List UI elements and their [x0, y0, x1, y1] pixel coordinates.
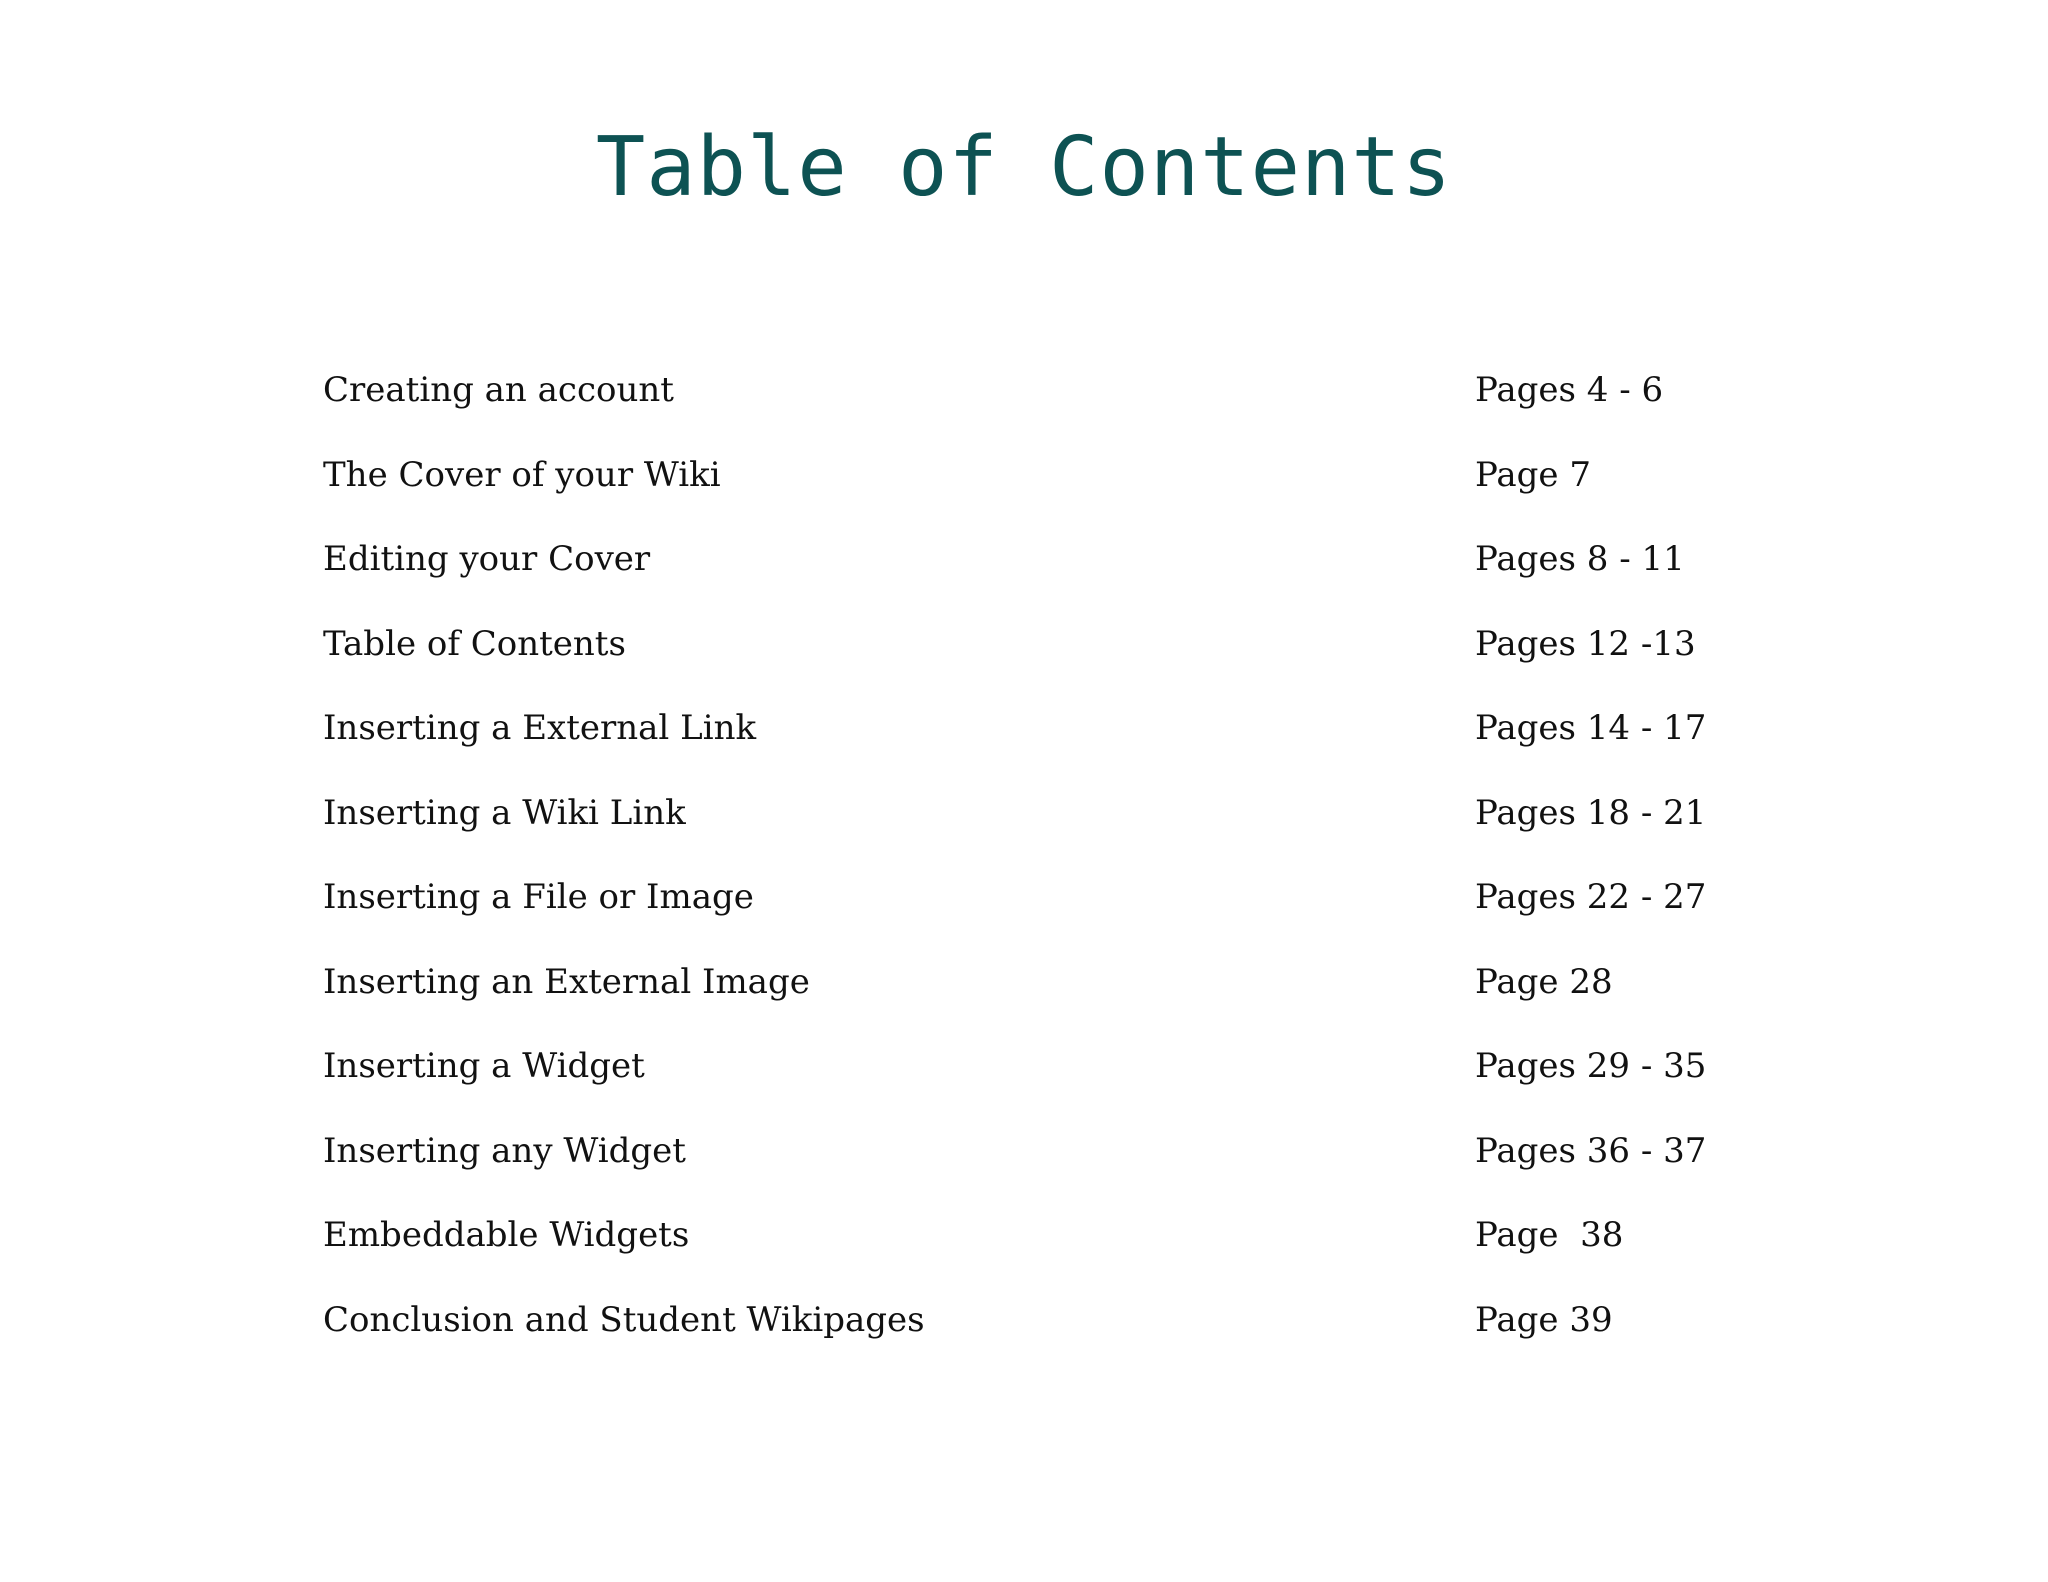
toc-entry — [323, 788, 1823, 873]
toc-entry — [323, 1295, 1823, 1380]
toc-entry-pages: Pages 4 - 6 — [1475, 370, 1664, 410]
page-title: Table of Contents — [595, 120, 1453, 215]
toc-entry-pages: Pages 18 - 21 — [1475, 792, 1707, 833]
toc-entry-label: Inserting a File or Image — [323, 877, 754, 917]
toc-entry — [323, 365, 1823, 450]
toc-entry-label: Table of Contents — [323, 623, 626, 664]
toc-entry-label: Inserting a Widget — [323, 1046, 645, 1086]
toc-entry-label: Inserting any Widget — [323, 1130, 686, 1171]
toc-entry-label: Embeddable Widgets — [323, 1215, 690, 1255]
toc-entry-pages: Page 38 — [1475, 1215, 1624, 1255]
toc-entry-pages: Page 28 — [1475, 961, 1613, 1002]
toc-entry-label: Inserting an External Image — [323, 961, 810, 1002]
toc-entry — [323, 534, 1823, 619]
toc-entry-pages: Pages 8 - 11 — [1475, 539, 1685, 579]
toc-entry-label: Conclusion and Student Wikipages — [323, 1299, 925, 1340]
toc-entry-pages: Page 39 — [1475, 1299, 1613, 1340]
toc-entry-pages: Pages 14 - 17 — [1475, 708, 1707, 748]
toc-entry-label: Inserting a External Link — [323, 708, 757, 748]
toc-entry-pages: Pages 12 -13 — [1475, 623, 1696, 664]
toc-entry — [323, 703, 1823, 788]
toc-entry-label: Editing your Cover — [323, 539, 651, 579]
toc-entry-pages: Page 7 — [1475, 454, 1591, 495]
toc-entry — [323, 450, 1823, 535]
toc-entry — [323, 1126, 1823, 1211]
toc-list — [323, 365, 1823, 1379]
toc-entry — [323, 872, 1823, 957]
toc-entry — [323, 619, 1823, 704]
toc-entry-label: The Cover of your Wiki — [323, 454, 721, 495]
toc-entry — [323, 957, 1823, 1042]
toc-entry-pages: Pages 22 - 27 — [1475, 877, 1707, 917]
toc-entry-label: Inserting a Wiki Link — [323, 792, 686, 833]
toc-entry — [323, 1210, 1823, 1295]
toc-entry-pages: Pages 36 - 37 — [1475, 1130, 1707, 1171]
toc-entry-label: Creating an account — [323, 370, 674, 410]
toc-entry-pages: Pages 29 - 35 — [1475, 1046, 1707, 1086]
toc-entry — [323, 1041, 1823, 1126]
